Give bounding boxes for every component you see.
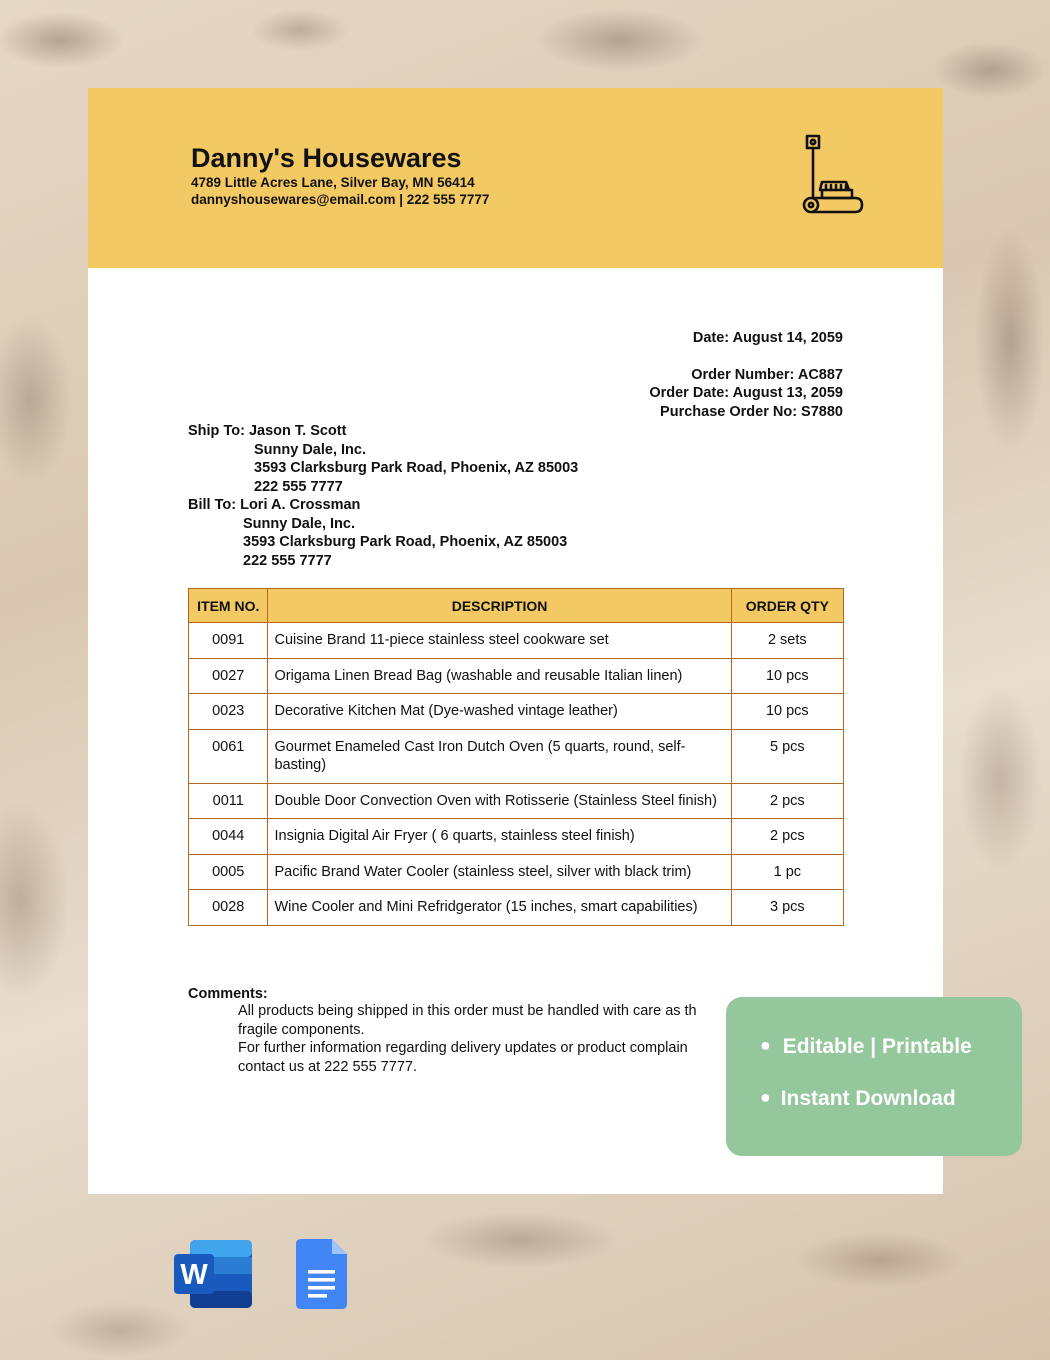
table-row bbox=[189, 694, 844, 730]
comment-line: contact us at 222 555 7777. bbox=[238, 1058, 417, 1075]
item-quantity: 1 pc bbox=[731, 854, 843, 890]
item-number: 0091 bbox=[189, 623, 268, 659]
bill-to-address: 3593 Clarksburg Park Road, Phoenix, AZ 85003 bbox=[243, 534, 568, 550]
bill-to-block bbox=[188, 496, 567, 570]
table-header-row bbox=[189, 589, 844, 623]
microsoft-word-icon[interactable] bbox=[174, 1238, 254, 1315]
header-item-no: ITEM NO. bbox=[189, 589, 268, 623]
item-number: 0061 bbox=[189, 729, 268, 783]
google-docs-icon[interactable] bbox=[296, 1238, 348, 1315]
badge-text: Instant Download bbox=[780, 1087, 956, 1110]
badge-line-download bbox=[760, 1087, 956, 1111]
table-row bbox=[189, 854, 844, 890]
ship-to-label: Ship To: bbox=[188, 423, 245, 439]
item-description: Origama Linen Bread Bag (washable and reusable Italian linen) bbox=[268, 658, 731, 694]
item-number: 0044 bbox=[189, 819, 268, 855]
bill-to-phone: 222 555 7777 bbox=[243, 552, 332, 569]
item-description: Double Door Convection Oven with Rotisserie (Stainless Steel finish) bbox=[268, 783, 731, 819]
bill-to-name: Lori A. Crossman bbox=[240, 497, 361, 513]
item-quantity: 10 pcs bbox=[731, 658, 843, 694]
item-number: 0028 bbox=[189, 890, 268, 926]
table-row bbox=[189, 729, 844, 783]
table-row bbox=[189, 819, 844, 855]
comments-title: Comments: bbox=[188, 986, 268, 1002]
item-quantity: 2 pcs bbox=[731, 783, 843, 819]
ship-to-name: Jason T. Scott bbox=[248, 423, 347, 439]
item-number: 0027 bbox=[189, 658, 268, 694]
letterhead bbox=[88, 88, 943, 268]
table-row bbox=[189, 658, 844, 694]
item-number: 0023 bbox=[189, 694, 268, 730]
ship-to-phone: 222 555 7777 bbox=[254, 478, 343, 495]
badge-text: Editable | Printable bbox=[782, 1035, 972, 1058]
bill-to-label: Bill To: bbox=[188, 497, 237, 513]
header-description: DESCRIPTION bbox=[268, 589, 731, 623]
table-row bbox=[189, 623, 844, 659]
item-quantity: 5 pcs bbox=[731, 729, 843, 783]
item-description: Gourmet Enameled Cast Iron Dutch Oven (5 quarts, round, self-basting) bbox=[268, 729, 731, 783]
item-description: Insignia Digital Air Fryer ( 6 quarts, stainless steel finish) bbox=[268, 819, 731, 855]
item-quantity: 2 sets bbox=[731, 623, 843, 659]
comments-list bbox=[188, 1002, 758, 1076]
comment-item bbox=[238, 1002, 758, 1039]
company-contact: dannyshousewares@email.com | 222 555 7777 bbox=[191, 192, 490, 207]
purchase-order-number: Purchase Order No: S7880 bbox=[660, 404, 843, 420]
company-name: Danny's Housewares bbox=[191, 143, 462, 173]
badge-line-editable bbox=[760, 1035, 972, 1059]
item-number: 0005 bbox=[189, 854, 268, 890]
item-description: Wine Cooler and Mini Refridgerator (15 inches, smart capabilities) bbox=[268, 890, 731, 926]
company-address: 4789 Little Acres Lane, Silver Bay, MN 56414 bbox=[191, 175, 475, 190]
bill-to-company: Sunny Dale, Inc. bbox=[243, 515, 355, 532]
order-date: Order Date: August 13, 2059 bbox=[649, 385, 843, 401]
item-quantity: 2 pcs bbox=[731, 819, 843, 855]
order-number: Order Number: AC887 bbox=[691, 367, 843, 383]
table-row bbox=[189, 890, 844, 926]
ship-to-block bbox=[188, 422, 578, 496]
table-row bbox=[189, 783, 844, 819]
ship-to-company: Sunny Dale, Inc. bbox=[254, 441, 366, 458]
feature-badge bbox=[726, 997, 1022, 1156]
floor-buffer-icon bbox=[800, 132, 866, 222]
comments-section bbox=[188, 986, 758, 1076]
comment-line: All products being shipped in this order must be handled with care as th bbox=[238, 1003, 697, 1019]
word-letter: W bbox=[180, 1259, 208, 1291]
item-quantity: 10 pcs bbox=[731, 694, 843, 730]
item-description: Cuisine Brand 11-piece stainless steel cookware set bbox=[268, 623, 731, 659]
document-date: Date: August 14, 2059 bbox=[692, 330, 843, 346]
item-description: Decorative Kitchen Mat (Dye-washed vintage leather) bbox=[268, 694, 731, 730]
bullet-icon: ● bbox=[760, 1087, 771, 1107]
comment-item bbox=[238, 1039, 758, 1076]
comment-line: fragile components. bbox=[238, 1021, 365, 1038]
header-order-qty: ORDER QTY bbox=[731, 589, 843, 623]
item-quantity: 3 pcs bbox=[731, 890, 843, 926]
bullet-icon: ● bbox=[760, 1035, 771, 1055]
ship-to-address: 3593 Clarksburg Park Road, Phoenix, AZ 85003 bbox=[254, 460, 579, 476]
item-description: Pacific Brand Water Cooler (stainless steel, silver with black trim) bbox=[268, 854, 731, 890]
comment-line: For further information regarding delivery updates or product complain bbox=[238, 1040, 688, 1056]
item-number: 0011 bbox=[189, 783, 268, 819]
order-items-table bbox=[188, 588, 844, 926]
